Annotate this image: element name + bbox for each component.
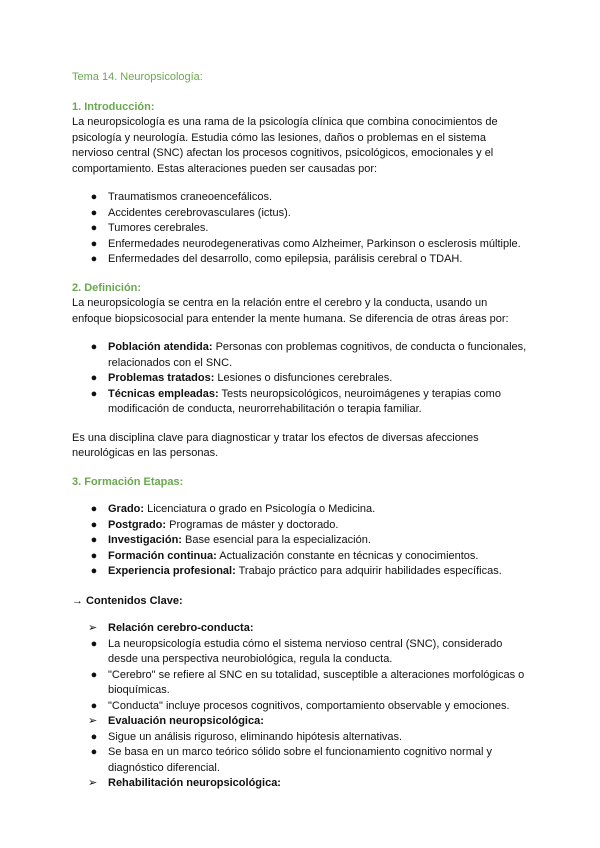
list-item (88, 252, 528, 268)
list-item (88, 730, 528, 746)
subtopic-title: Rehabilitación neuropsicológica: (108, 777, 281, 789)
list-item (88, 221, 528, 237)
section-1-heading: 1. Introducción: (72, 100, 155, 113)
bullet-icon: ● (90, 253, 98, 265)
bullet-icon: ● (90, 637, 98, 650)
item-label: Formación continua: (108, 549, 217, 562)
subtopic-list (88, 637, 528, 715)
list-item (88, 637, 528, 668)
list-item (88, 340, 528, 371)
bullet-icon: ➢ (88, 622, 98, 634)
list-item (88, 371, 528, 387)
bullet-icon: ● (90, 565, 98, 577)
key-contents (72, 621, 528, 792)
item-text: Personas con problemas cognitivos, de conducta o funcionales, relacionados con el SNC. (108, 341, 527, 369)
list-item-text: "Cerebro" se refiere al SNC en su totalidad, susceptible a alteraciones morfológicas o bioquímicas. (108, 668, 525, 696)
bullet-icon: ● (90, 206, 98, 219)
list-item (88, 668, 528, 699)
item-text: Trabajo práctico para adquirir habilidades específicas. (235, 565, 502, 577)
bullet-icon: ● (90, 387, 98, 400)
list-item (88, 502, 528, 518)
section-1-paragraph: La neuropsicología es una rama de la psicología clínica que combina conocimientos de psicología y neurología. Estudia cómo las lesiones, daños o problemas en el sistema nervioso central (SNC) afectan los procesos cognitivos, psicológicos, emocionales y el comportamiento. Estas alteraciones pueden ser causadas por: (72, 116, 498, 175)
list-item-text: Enfermedades neurodegenerativas como Alzheimer, Parkinson o esclerosis múltiple. (108, 237, 521, 250)
item-label: Postgrado: (108, 518, 167, 531)
bullet-icon: ➢ (88, 715, 98, 727)
bullet-icon: ● (90, 699, 98, 712)
list-item-text: Se basa en un marco teórico sólido sobre el funcionamiento cognitivo normal y diagnóstico diferencial. (108, 746, 492, 774)
bullet-icon: ● (90, 222, 98, 234)
bullet-icon: ● (90, 372, 98, 384)
bullet-icon: ● (90, 503, 98, 515)
list-item-text: Traumatismos craneoencefálicos. (108, 191, 273, 203)
section-3-list (72, 502, 528, 580)
list-item (88, 190, 528, 206)
item-label: Investigación: (108, 534, 182, 546)
section-3-heading: 3. Formación Etapas: (72, 475, 184, 488)
list-item (88, 745, 528, 776)
bullet-icon: ➢ (88, 777, 98, 789)
list-item-text: La neuropsicología estudia cómo el sistema nervioso central (SNC), considerado desde una perspectiva neurobiológica, regula la conducta. (108, 637, 503, 665)
subtopic-heading (88, 776, 528, 792)
section-2-list (72, 340, 528, 418)
section-2-heading: 2. Definición: (72, 281, 142, 294)
item-label: Técnicas empleadas: (108, 387, 219, 400)
bullet-icon: ● (90, 668, 98, 681)
item-text: Programas de máster y doctorado. (166, 518, 339, 531)
section-2-paragraph: La neuropsicología se centra en la relación entre el cerebro y la conducta, usando un enfoque biopsicosocial para entender la mente humana. Se diferencia de otras áreas por: (72, 297, 509, 325)
list-item-text: "Conducta" incluye procesos cognitivos, comportamiento observable y emociones. (108, 699, 510, 712)
topic-title: Tema 14. Neuropsicología: (72, 71, 203, 83)
list-item (88, 533, 528, 549)
subtopic-heading (88, 621, 528, 637)
bullet-icon: ● (90, 518, 98, 531)
list-item (88, 387, 528, 418)
bullet-icon: ● (90, 191, 98, 203)
bullet-icon: ● (90, 746, 98, 758)
list-item (88, 549, 528, 565)
subtopic-title: Relación cerebro-conducta: (108, 622, 254, 634)
subtopic-title: Evaluación neuropsicológica: (108, 715, 264, 727)
list-item (88, 564, 528, 580)
subtopic-heading (88, 714, 528, 730)
list-item-text: Tumores cerebrales. (108, 222, 209, 234)
section-2-closing: Es una disciplina clave para diagnosticar y tratar los efectos de diversas afecciones neurológicas en las personas. (72, 431, 479, 459)
item-label: Grado: (108, 503, 145, 515)
item-text: Base esencial para la especialización. (181, 534, 371, 546)
section-1-list (72, 190, 528, 268)
bullet-icon: ● (90, 341, 98, 353)
item-text: Licenciatura o grado en Psicología o Medicina. (144, 503, 376, 515)
list-item (88, 699, 528, 715)
bullet-icon: ● (90, 534, 98, 546)
list-item (88, 518, 528, 534)
list-item (88, 237, 528, 253)
item-text: Lesiones o disfunciones cerebrales. (214, 372, 393, 384)
bullet-icon: ● (90, 549, 98, 562)
item-text: Tests neuropsicológicos, neuroimágenes y terapias como modificación de conducta, neurorrehabilitación o terapia familiar. (108, 387, 501, 415)
item-label: Población atendida: (108, 341, 213, 353)
list-item-text: Enfermedades del desarrollo, como epilepsia, parálisis cerebral o TDAH. (108, 253, 463, 265)
bullet-icon: ● (90, 730, 98, 743)
item-label: Problemas tratados: (108, 372, 215, 384)
list-item-text: Sigue un análisis riguroso, eliminando hipótesis alternativas. (108, 730, 403, 743)
item-label: Experiencia profesional: (108, 565, 236, 577)
subtopic-list (88, 730, 528, 777)
list-item (88, 206, 528, 222)
item-text: Actualización constante en técnicas y conocimientos. (216, 549, 479, 562)
key-contents-heading: → Contenidos Clave: (72, 594, 183, 607)
list-item-text: Accidentes cerebrovasculares (ictus). (108, 206, 291, 219)
bullet-icon: ● (90, 237, 98, 250)
